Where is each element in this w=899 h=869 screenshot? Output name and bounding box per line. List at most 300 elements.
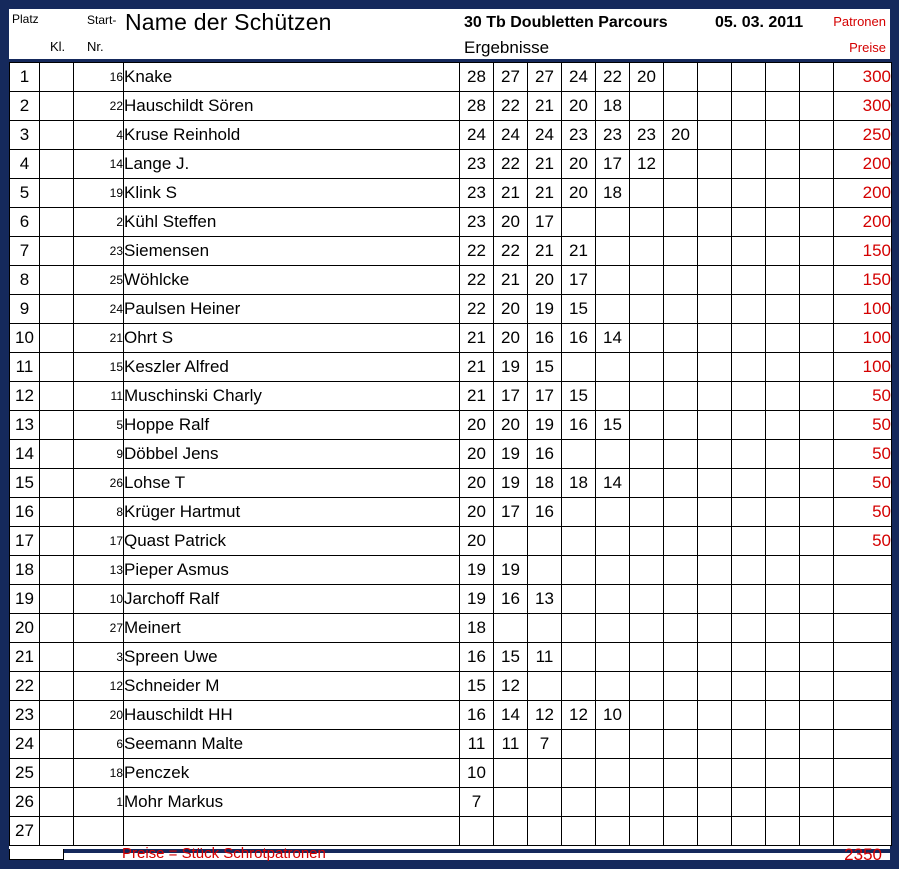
cell-klasse: [40, 730, 74, 759]
cell-score: [766, 440, 800, 469]
cell-score: [596, 266, 630, 295]
cell-score: [562, 672, 596, 701]
cell-score: [732, 266, 766, 295]
table-row: [10, 150, 892, 179]
cell-score: [800, 295, 834, 324]
cell-preis: 300: [834, 63, 892, 92]
cell-name: Schneider M: [124, 672, 460, 701]
table-row: [10, 295, 892, 324]
cell-score: [698, 179, 732, 208]
cell-score: 20: [630, 63, 664, 92]
cell-score: [698, 266, 732, 295]
cell-score: 7: [528, 730, 562, 759]
table-row: [10, 237, 892, 266]
cell-startnummer: 21: [74, 324, 124, 353]
cell-score: [766, 295, 800, 324]
cell-name: Pieper Asmus: [124, 556, 460, 585]
cell-score: [698, 817, 732, 846]
cell-score: [766, 556, 800, 585]
cell-score: [562, 556, 596, 585]
cell-score: [630, 411, 664, 440]
cell-score: 18: [460, 614, 494, 643]
cell-platz: 11: [10, 353, 40, 382]
cell-score: [766, 266, 800, 295]
cell-score: 21: [528, 92, 562, 121]
cell-score: [698, 556, 732, 585]
table-row: [10, 469, 892, 498]
cell-preis: [834, 817, 892, 846]
cell-name: Knake: [124, 63, 460, 92]
cell-klasse: [40, 672, 74, 701]
cell-score: [664, 324, 698, 353]
results-table-body: [10, 63, 892, 846]
cell-name: Meinert: [124, 614, 460, 643]
cell-score: [528, 817, 562, 846]
cell-score: 21: [494, 179, 528, 208]
cell-score: [630, 730, 664, 759]
cell-score: 14: [596, 469, 630, 498]
cell-score: 16: [562, 411, 596, 440]
cell-score: 20: [460, 527, 494, 556]
frame-border-top: [0, 0, 899, 9]
cell-score: [528, 759, 562, 788]
cell-score: 16: [528, 498, 562, 527]
cell-score: 12: [630, 150, 664, 179]
cell-score: [800, 527, 834, 556]
cell-score: [732, 179, 766, 208]
cell-score: [732, 150, 766, 179]
cell-score: [664, 527, 698, 556]
cell-score: [800, 266, 834, 295]
cell-score: 23: [562, 121, 596, 150]
cell-score: 17: [528, 382, 562, 411]
table-row: [10, 353, 892, 382]
cell-startnummer: 19: [74, 179, 124, 208]
cell-platz: 7: [10, 237, 40, 266]
cell-score: [664, 266, 698, 295]
cell-name: [124, 817, 460, 846]
cell-score: [698, 382, 732, 411]
cell-klasse: [40, 440, 74, 469]
cell-score: [630, 585, 664, 614]
cell-score: 16: [460, 701, 494, 730]
cell-score: [528, 556, 562, 585]
cell-score: [766, 324, 800, 353]
cell-score: [800, 614, 834, 643]
cell-score: 17: [562, 266, 596, 295]
cell-score: [562, 643, 596, 672]
cell-score: 19: [494, 440, 528, 469]
cell-score: [698, 92, 732, 121]
cell-score: [630, 817, 664, 846]
cell-score: 14: [494, 701, 528, 730]
cell-name: Klink S: [124, 179, 460, 208]
cell-score: [766, 585, 800, 614]
cell-score: [664, 614, 698, 643]
cell-startnummer: [74, 817, 124, 846]
cell-score: [732, 672, 766, 701]
cell-score: [732, 237, 766, 266]
cell-name: Ohrt S: [124, 324, 460, 353]
cell-startnummer: 14: [74, 150, 124, 179]
cell-score: [596, 353, 630, 382]
cell-score: [698, 643, 732, 672]
cell-score: [732, 324, 766, 353]
cell-klasse: [40, 121, 74, 150]
cell-preis: [834, 672, 892, 701]
cell-score: [732, 411, 766, 440]
cell-score: 20: [528, 266, 562, 295]
cell-score: [732, 788, 766, 817]
cell-score: [562, 208, 596, 237]
cell-preis: 150: [834, 266, 892, 295]
cell-score: [562, 440, 596, 469]
cell-score: [698, 353, 732, 382]
cell-score: [630, 527, 664, 556]
cell-score: 20: [460, 469, 494, 498]
cell-score: [562, 614, 596, 643]
cell-platz: 15: [10, 469, 40, 498]
cell-platz: 19: [10, 585, 40, 614]
cell-score: [664, 63, 698, 92]
cell-score: [630, 759, 664, 788]
cell-platz: 9: [10, 295, 40, 324]
column-header-nummer: Nr.: [87, 39, 104, 54]
cell-score: [800, 643, 834, 672]
cell-preis: 50: [834, 527, 892, 556]
cell-score: [800, 324, 834, 353]
cell-score: [766, 701, 800, 730]
cell-score: 20: [494, 324, 528, 353]
cell-name: Mohr Markus: [124, 788, 460, 817]
column-header-patronen: Patronen: [833, 14, 886, 29]
cell-score: [698, 527, 732, 556]
table-row: [10, 411, 892, 440]
cell-score: [732, 63, 766, 92]
cell-score: [698, 237, 732, 266]
cell-score: 15: [494, 643, 528, 672]
cell-score: [630, 498, 664, 527]
cell-score: 20: [460, 498, 494, 527]
cell-score: 17: [528, 208, 562, 237]
cell-score: [596, 556, 630, 585]
cell-score: [630, 469, 664, 498]
cell-score: 19: [494, 469, 528, 498]
cell-platz: 1: [10, 63, 40, 92]
cell-score: [528, 788, 562, 817]
cell-klasse: [40, 701, 74, 730]
cell-score: [494, 817, 528, 846]
cell-score: 15: [562, 295, 596, 324]
cell-score: [698, 440, 732, 469]
cell-score: [732, 701, 766, 730]
cell-score: [596, 208, 630, 237]
cell-score: [630, 382, 664, 411]
cell-score: 13: [528, 585, 562, 614]
cell-score: [664, 730, 698, 759]
table-row: [10, 92, 892, 121]
cell-score: 20: [562, 92, 596, 121]
cell-startnummer: 11: [74, 382, 124, 411]
cell-platz: 5: [10, 179, 40, 208]
cell-score: 14: [596, 324, 630, 353]
column-header-preise: Preise: [849, 40, 886, 55]
footer-note: Preise = Stück Schrotpatronen: [122, 845, 326, 862]
column-header-platz: Platz: [12, 12, 39, 26]
cell-score: [596, 643, 630, 672]
cell-score: 19: [460, 556, 494, 585]
cell-score: [800, 759, 834, 788]
cell-score: [766, 469, 800, 498]
cell-score: [630, 672, 664, 701]
cell-score: 11: [460, 730, 494, 759]
cell-platz: 3: [10, 121, 40, 150]
cell-score: [562, 817, 596, 846]
cell-score: [698, 788, 732, 817]
cell-score: 20: [664, 121, 698, 150]
cell-startnummer: 23: [74, 237, 124, 266]
cell-score: [766, 353, 800, 382]
cell-preis: [834, 701, 892, 730]
table-row: [10, 788, 892, 817]
cell-score: [732, 440, 766, 469]
column-header-ergebnisse: Ergebnisse: [464, 38, 550, 57]
cell-startnummer: 1: [74, 788, 124, 817]
cell-platz: 21: [10, 643, 40, 672]
cell-preis: 100: [834, 324, 892, 353]
cell-score: 22: [460, 266, 494, 295]
cell-score: 19: [460, 585, 494, 614]
cell-platz: 20: [10, 614, 40, 643]
cell-score: [800, 179, 834, 208]
cell-score: [732, 498, 766, 527]
cell-score: [698, 324, 732, 353]
cell-startnummer: 9: [74, 440, 124, 469]
cell-score: [732, 295, 766, 324]
cell-score: [664, 672, 698, 701]
cell-klasse: [40, 556, 74, 585]
cell-preis: [834, 788, 892, 817]
cell-score: [528, 614, 562, 643]
cell-score: 24: [460, 121, 494, 150]
cell-score: 16: [494, 585, 528, 614]
cell-score: 15: [460, 672, 494, 701]
table-row: [10, 643, 892, 672]
cell-score: [698, 701, 732, 730]
cell-score: [664, 382, 698, 411]
cell-name: Lange J.: [124, 150, 460, 179]
table-row: [10, 121, 892, 150]
table-row: [10, 208, 892, 237]
cell-score: [596, 440, 630, 469]
cell-score: [664, 353, 698, 382]
cell-score: 23: [630, 121, 664, 150]
cell-score: 21: [528, 150, 562, 179]
cell-score: [800, 382, 834, 411]
cell-platz: 10: [10, 324, 40, 353]
cell-score: [732, 817, 766, 846]
table-row: [10, 63, 892, 92]
cell-klasse: [40, 353, 74, 382]
cell-score: [800, 701, 834, 730]
cell-score: 18: [596, 179, 630, 208]
table-row: [10, 527, 892, 556]
cell-score: 27: [494, 63, 528, 92]
cell-score: [732, 643, 766, 672]
cell-score: 12: [494, 672, 528, 701]
cell-platz: 6: [10, 208, 40, 237]
cell-score: 15: [562, 382, 596, 411]
cell-score: [800, 411, 834, 440]
cell-name: Spreen Uwe: [124, 643, 460, 672]
cell-score: [596, 759, 630, 788]
cell-score: 23: [596, 121, 630, 150]
cell-score: 20: [494, 208, 528, 237]
cell-klasse: [40, 208, 74, 237]
cell-startnummer: 3: [74, 643, 124, 672]
cell-score: 20: [494, 295, 528, 324]
cell-score: [766, 63, 800, 92]
cell-name: Kühl Steffen: [124, 208, 460, 237]
cell-score: 23: [460, 150, 494, 179]
cell-klasse: [40, 643, 74, 672]
cell-score: 20: [562, 150, 596, 179]
cell-startnummer: 25: [74, 266, 124, 295]
cell-klasse: [40, 324, 74, 353]
cell-preis: 50: [834, 382, 892, 411]
cell-score: [766, 179, 800, 208]
cell-startnummer: 20: [74, 701, 124, 730]
cell-score: [494, 788, 528, 817]
cell-score: [732, 353, 766, 382]
cell-startnummer: 22: [74, 92, 124, 121]
cell-score: [698, 672, 732, 701]
cell-score: [630, 208, 664, 237]
cell-score: 18: [596, 92, 630, 121]
cell-score: [596, 614, 630, 643]
cell-score: 28: [460, 63, 494, 92]
cell-score: 16: [528, 440, 562, 469]
cell-score: 21: [460, 382, 494, 411]
cell-score: [664, 759, 698, 788]
cell-klasse: [40, 585, 74, 614]
cell-score: 16: [528, 324, 562, 353]
cell-preis: [834, 614, 892, 643]
cell-klasse: [40, 63, 74, 92]
cell-score: [766, 382, 800, 411]
cell-score: [766, 759, 800, 788]
cell-score: [664, 150, 698, 179]
column-header-klasse: Kl.: [50, 39, 66, 54]
cell-score: 11: [528, 643, 562, 672]
cell-score: 21: [562, 237, 596, 266]
cell-startnummer: 8: [74, 498, 124, 527]
cell-preis: 300: [834, 92, 892, 121]
cell-score: [800, 150, 834, 179]
cell-score: 22: [494, 237, 528, 266]
cell-score: [664, 817, 698, 846]
cell-klasse: [40, 266, 74, 295]
cell-preis: 200: [834, 179, 892, 208]
cell-score: [732, 121, 766, 150]
cell-score: 16: [460, 643, 494, 672]
cell-score: [528, 527, 562, 556]
footer-total-value: 2350: [844, 845, 882, 864]
cell-score: [528, 672, 562, 701]
cell-name: Paulsen Heiner: [124, 295, 460, 324]
cell-score: 15: [528, 353, 562, 382]
cell-platz: 12: [10, 382, 40, 411]
table-row: [10, 498, 892, 527]
cell-platz: 4: [10, 150, 40, 179]
cell-platz: 18: [10, 556, 40, 585]
cell-score: [698, 498, 732, 527]
cell-score: [800, 556, 834, 585]
cell-score: [630, 92, 664, 121]
cell-name: Krüger Hartmut: [124, 498, 460, 527]
cell-klasse: [40, 411, 74, 440]
cell-startnummer: 13: [74, 556, 124, 585]
cell-klasse: [40, 759, 74, 788]
event-title: 30 Tb Doubletten Parcours: [464, 14, 668, 31]
cell-score: [766, 121, 800, 150]
table-row: [10, 614, 892, 643]
cell-score: [630, 614, 664, 643]
cell-score: 16: [562, 324, 596, 353]
cell-score: [596, 527, 630, 556]
cell-score: [630, 556, 664, 585]
table-row: [10, 440, 892, 469]
cell-score: 7: [460, 788, 494, 817]
cell-score: [664, 237, 698, 266]
cell-preis: 50: [834, 469, 892, 498]
event-date: 05. 03. 2011: [715, 14, 804, 31]
cell-score: [630, 440, 664, 469]
cell-startnummer: 15: [74, 353, 124, 382]
cell-name: Hauschildt Sören: [124, 92, 460, 121]
cell-platz: 16: [10, 498, 40, 527]
cell-score: [494, 759, 528, 788]
cell-score: [800, 469, 834, 498]
cell-score: [596, 237, 630, 266]
cell-name: Jarchoff Ralf: [124, 585, 460, 614]
cell-klasse: [40, 614, 74, 643]
table-row: [10, 759, 892, 788]
cell-score: [698, 63, 732, 92]
cell-score: [766, 527, 800, 556]
cell-score: [596, 295, 630, 324]
cell-score: [698, 208, 732, 237]
cell-score: [766, 614, 800, 643]
table-row: [10, 266, 892, 295]
cell-score: 12: [562, 701, 596, 730]
cell-score: 21: [460, 324, 494, 353]
cell-klasse: [40, 295, 74, 324]
cell-score: [800, 817, 834, 846]
cell-score: [630, 788, 664, 817]
cell-score: [766, 817, 800, 846]
frame-border-left: [0, 0, 9, 869]
cell-score: [664, 208, 698, 237]
cell-score: [800, 92, 834, 121]
table-row: [10, 324, 892, 353]
cell-name: Döbbel Jens: [124, 440, 460, 469]
table-row: [10, 672, 892, 701]
cell-score: 19: [494, 556, 528, 585]
cell-score: [766, 92, 800, 121]
cell-score: [596, 817, 630, 846]
cell-score: [562, 585, 596, 614]
